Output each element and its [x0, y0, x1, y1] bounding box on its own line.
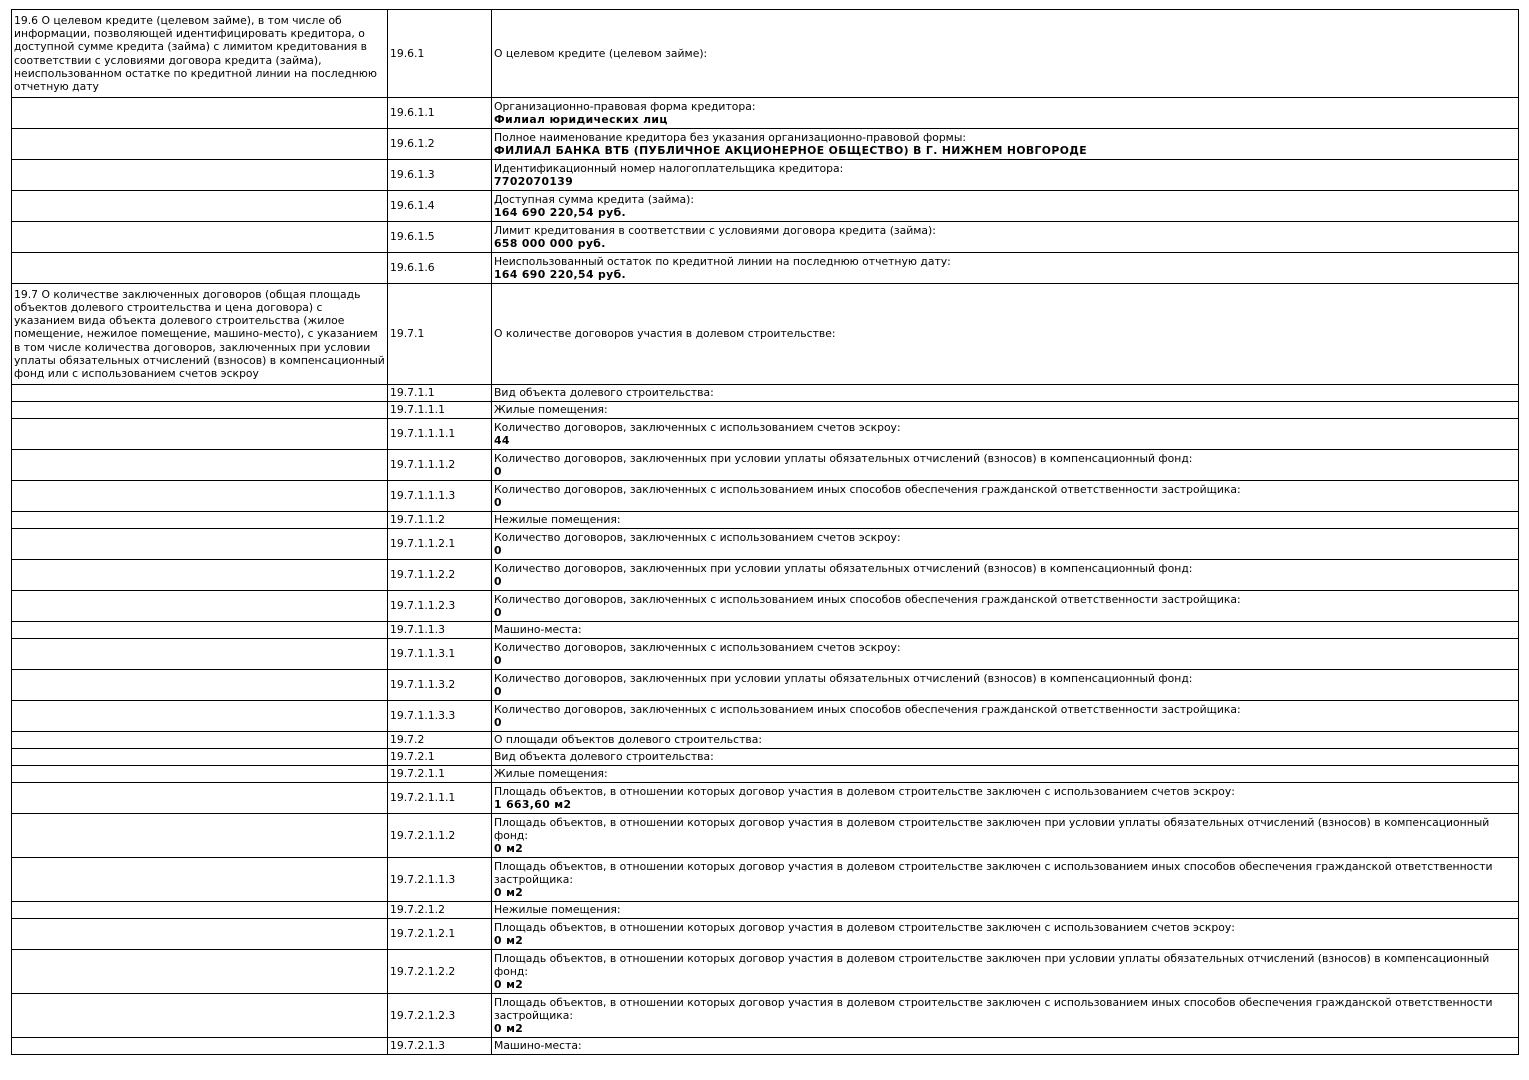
table-row — [12, 419, 1519, 450]
item-code-cell: 19.7.2.1.1.3 — [388, 858, 492, 902]
table-row — [12, 749, 1519, 766]
declaration-table — [11, 9, 1519, 1055]
item-value: 0 — [494, 465, 502, 478]
section-title-cell — [12, 129, 388, 160]
section-title-cell — [12, 419, 388, 450]
section-title-cell — [12, 529, 388, 560]
table-row — [12, 783, 1519, 814]
item-content-cell — [492, 591, 1519, 622]
item-label: Площадь объектов, в отношении которых договор участия в долевом строительстве заключен с использованием иных способов обеспечения гражданской ответственности застройщика: — [494, 995, 1493, 1022]
item-value: 44 — [494, 434, 510, 447]
table-row — [12, 1038, 1519, 1055]
table-row — [12, 402, 1519, 419]
item-code-cell: 19.7.1.1.3 — [388, 622, 492, 639]
item-code-cell: 19.7.2.1.1.2 — [388, 814, 492, 858]
item-content-cell — [492, 670, 1519, 701]
item-label: Неиспользованный остаток по кредитной линии на последнюю отчетную дату: — [494, 254, 951, 268]
item-label: Площадь объектов, в отношении которых договор участия в долевом строительстве заключен при условии уплаты обязательных отчислений (взносов) в компенсационный фонд: — [494, 951, 1490, 978]
item-label: Вид объекта долевого строительства: — [494, 750, 714, 764]
item-value: 0 м2 — [494, 1022, 524, 1036]
section-title-cell: 19.6 О целевом кредите (целевом займе), в том числе об информации, позволяющей идентифицировать кредитора, о доступной сумме кредита (займа) с лимитом кредитования в соответствии с условиями договора кредита (займа), неиспользованном остатке по кредитной линии на последнюю отчетную дату — [12, 10, 388, 98]
section-title-cell — [12, 950, 388, 994]
item-content-cell — [492, 814, 1519, 858]
item-content-cell — [492, 783, 1519, 814]
item-content-cell — [492, 639, 1519, 670]
item-content-cell — [492, 994, 1519, 1038]
item-label: Площадь объектов, в отношении которых договор участия в долевом строительстве заключен с использованием иных способов обеспечения гражданской ответственности застройщика: — [494, 859, 1493, 886]
item-code-cell: 19.7.1.1.1.1 — [388, 419, 492, 450]
section-title-cell: 19.7 О количестве заключенных договоров (общая площадь объектов долевого строительства и цена договора) с указанием вида объекта долевого строительства (жилое помещение, нежилое помещение, машино-место), с указанием в том числе количества договоров, заключенных при условии уплаты обязательных отчислений (взносов) в компенсационный фонд или с использованием счетов эскроу — [12, 284, 388, 385]
item-label: Количество договоров, заключенных с использованием счетов эскроу: — [494, 530, 901, 544]
table-row — [12, 814, 1519, 858]
section-title-cell — [12, 1038, 388, 1055]
item-content-cell — [492, 191, 1519, 222]
item-label: Вид объекта долевого строительства: — [494, 386, 714, 400]
item-code-cell: 19.7.2.1.2.3 — [388, 994, 492, 1038]
item-code-cell: 19.6.1.5 — [388, 222, 492, 253]
section-title-cell — [12, 160, 388, 191]
item-content-cell — [492, 560, 1519, 591]
table-row — [12, 591, 1519, 622]
item-content-cell — [492, 160, 1519, 191]
item-content-cell — [492, 385, 1519, 402]
item-label: Количество договоров, заключенных при условии уплаты обязательных отчислений (взносов) в компенсационный фонд: — [494, 561, 1193, 575]
item-code-cell: 19.7.1.1.1.2 — [388, 450, 492, 481]
section-title-cell — [12, 749, 388, 766]
item-value: 0 м2 — [494, 842, 524, 856]
item-label: Количество договоров, заключенных при условии уплаты обязательных отчислений (взносов) в компенсационный фонд: — [494, 671, 1193, 685]
table-row — [12, 766, 1519, 783]
item-label: Организационно-правовая форма кредитора: — [494, 99, 756, 113]
item-code-cell: 19.7.2.1.2 — [388, 902, 492, 919]
item-content-cell — [492, 529, 1519, 560]
section-title-cell — [12, 385, 388, 402]
section-title-cell — [12, 919, 388, 950]
table-row — [12, 481, 1519, 512]
item-content-cell — [492, 858, 1519, 902]
item-label: Количество договоров, заключенных с использованием иных способов обеспечения гражданской ответственности застройщика: — [494, 482, 1241, 496]
item-code-cell: 19.7.1.1.2.2 — [388, 560, 492, 591]
item-content-cell — [492, 902, 1519, 919]
section-title-cell — [12, 222, 388, 253]
item-code-cell: 19.7.1.1.3.1 — [388, 639, 492, 670]
section-title-cell — [12, 732, 388, 749]
item-value: 0 м2 — [494, 886, 524, 900]
section-title-cell — [12, 450, 388, 481]
item-code-cell: 19.7.1.1.1 — [388, 402, 492, 419]
table-row — [12, 98, 1519, 129]
item-content-cell — [492, 732, 1519, 749]
section-title-cell — [12, 481, 388, 512]
item-label: Лимит кредитования в соответствии с условиями договора кредита (займа): — [494, 223, 936, 237]
item-code-cell: 19.7.2.1.2.2 — [388, 950, 492, 994]
item-content-cell — [492, 919, 1519, 950]
section-title-cell — [12, 253, 388, 284]
table-row — [12, 253, 1519, 284]
section-title-cell — [12, 814, 388, 858]
item-code-cell: 19.6.1.2 — [388, 129, 492, 160]
table-row — [12, 639, 1519, 670]
section-title-cell — [12, 191, 388, 222]
item-label: Площадь объектов, в отношении которых договор участия в долевом строительстве заключен с использованием счетов эскроу: — [494, 920, 1235, 934]
item-content-cell — [492, 950, 1519, 994]
table-row — [12, 919, 1519, 950]
item-content-cell — [492, 512, 1519, 529]
item-value: 0 — [494, 685, 502, 698]
section-title-cell — [12, 402, 388, 419]
declaration-table-body — [12, 10, 1519, 1055]
item-content-cell — [492, 450, 1519, 481]
item-content-cell — [492, 481, 1519, 512]
item-label: О площади объектов долевого строительства: — [494, 733, 762, 747]
table-row — [12, 512, 1519, 529]
section-title-cell — [12, 512, 388, 529]
item-value: 0 м2 — [494, 978, 524, 992]
table-row — [12, 160, 1519, 191]
table-row — [12, 450, 1519, 481]
item-content-cell — [492, 129, 1519, 160]
item-code-cell: 19.7.1.1.3.3 — [388, 701, 492, 732]
item-value: 0 — [494, 544, 502, 557]
item-code-cell: 19.7.2.1.2.1 — [388, 919, 492, 950]
item-value: 164 690 220,54 руб. — [494, 268, 627, 281]
item-code-cell: 19.7.2.1.3 — [388, 1038, 492, 1055]
table-row — [12, 191, 1519, 222]
table-row — [12, 670, 1519, 701]
table-row — [12, 385, 1519, 402]
item-label: Полное наименование кредитора без указания организационно-правовой формы: — [494, 130, 966, 144]
item-label: Количество договоров, заключенных с использованием счетов эскроу: — [494, 420, 901, 434]
item-content-cell — [492, 766, 1519, 783]
item-value: 0 м2 — [494, 934, 524, 947]
item-code-cell: 19.7.2.1.1.1 — [388, 783, 492, 814]
table-row — [12, 284, 1519, 385]
section-title-cell — [12, 591, 388, 622]
item-value: 0 — [494, 716, 502, 729]
item-label: Машино-места: — [494, 623, 582, 637]
item-value: Филиал юридических лиц — [494, 113, 668, 126]
section-title-cell — [12, 701, 388, 732]
item-label: Количество договоров, заключенных при условии уплаты обязательных отчислений (взносов) в компенсационный фонд: — [494, 451, 1193, 465]
item-code-cell: 19.7.1.1.1.3 — [388, 481, 492, 512]
item-label: Площадь объектов, в отношении которых договор участия в долевом строительстве заключен при условии уплаты обязательных отчислений (взносов) в компенсационный фонд: — [494, 815, 1490, 842]
table-row — [12, 732, 1519, 749]
item-label: Идентификационный номер налогоплательщика кредитора: — [494, 161, 844, 175]
item-code-cell: 19.6.1.1 — [388, 98, 492, 129]
item-code-cell: 19.7.1.1.2.3 — [388, 591, 492, 622]
item-value: ФИЛИАЛ БАНКА ВТБ (ПУБЛИЧНОЕ АКЦИОНЕРНОЕ ОБЩЕСТВО) В Г. НИЖНЕМ НОВГОРОДЕ — [494, 144, 1088, 157]
item-content-cell — [492, 622, 1519, 639]
item-content-cell — [492, 749, 1519, 766]
item-code-cell: 19.6.1 — [388, 10, 492, 98]
section-title-cell — [12, 622, 388, 639]
item-content-cell — [492, 402, 1519, 419]
item-content-cell — [492, 1038, 1519, 1055]
item-code-cell: 19.7.1 — [388, 284, 492, 385]
item-code-cell: 19.7.1.1 — [388, 385, 492, 402]
item-code-cell: 19.6.1.4 — [388, 191, 492, 222]
section-title-cell — [12, 858, 388, 902]
item-value: 0 — [494, 606, 502, 619]
table-row — [12, 10, 1519, 98]
item-code-cell: 19.7.1.1.2 — [388, 512, 492, 529]
table-row — [12, 622, 1519, 639]
item-label: Нежилые помещения: — [494, 513, 621, 527]
table-row — [12, 950, 1519, 994]
section-title-cell — [12, 783, 388, 814]
item-content-cell — [492, 222, 1519, 253]
item-code-cell: 19.7.2.1.1 — [388, 766, 492, 783]
item-content-cell — [492, 10, 1519, 98]
item-label: Нежилые помещения: — [494, 903, 621, 917]
item-content-cell — [492, 701, 1519, 732]
item-label: Количество договоров, заключенных с использованием иных способов обеспечения гражданской ответственности застройщика: — [494, 592, 1241, 606]
item-value: 0 — [494, 496, 502, 509]
item-code-cell: 19.7.2 — [388, 732, 492, 749]
section-title-cell — [12, 98, 388, 129]
item-value: 7702070139 — [494, 175, 574, 188]
item-label: Количество договоров, заключенных с использованием счетов эскроу: — [494, 640, 901, 654]
section-title-cell — [12, 560, 388, 591]
item-value: 658 000 000 руб. — [494, 237, 606, 250]
table-row — [12, 560, 1519, 591]
item-value: 1 663,60 м2 — [494, 798, 572, 811]
item-value: 164 690 220,54 руб. — [494, 206, 627, 219]
item-label: Машино-места: — [494, 1039, 582, 1053]
table-row — [12, 902, 1519, 919]
item-label: О количестве договоров участия в долевом строительстве: — [494, 327, 836, 341]
item-code-cell: 19.7.1.1.3.2 — [388, 670, 492, 701]
section-title-cell — [12, 766, 388, 783]
table-row — [12, 222, 1519, 253]
table-row — [12, 129, 1519, 160]
table-row — [12, 994, 1519, 1038]
item-value: 0 — [494, 575, 502, 588]
item-label: Жилые помещения: — [494, 403, 608, 417]
item-content-cell — [492, 284, 1519, 385]
item-content-cell — [492, 98, 1519, 129]
item-value: 0 — [494, 654, 502, 667]
item-content-cell — [492, 253, 1519, 284]
item-label: Площадь объектов, в отношении которых договор участия в долевом строительстве заключен с использованием счетов эскроу: — [494, 784, 1235, 798]
section-title-cell — [12, 639, 388, 670]
item-code-cell: 19.7.1.1.2.1 — [388, 529, 492, 560]
item-label: Доступная сумма кредита (займа): — [494, 192, 695, 206]
item-code-cell: 19.6.1.6 — [388, 253, 492, 284]
section-title-cell — [12, 994, 388, 1038]
item-label: Жилые помещения: — [494, 767, 608, 781]
item-content-cell — [492, 419, 1519, 450]
item-code-cell: 19.6.1.3 — [388, 160, 492, 191]
item-code-cell: 19.7.2.1 — [388, 749, 492, 766]
table-row — [12, 529, 1519, 560]
section-title-cell — [12, 670, 388, 701]
table-row — [12, 858, 1519, 902]
section-title-cell — [12, 902, 388, 919]
table-row — [12, 701, 1519, 732]
item-label: Количество договоров, заключенных с использованием иных способов обеспечения гражданской ответственности застройщика: — [494, 702, 1241, 716]
item-label: О целевом кредите (целевом займе): — [494, 46, 708, 60]
